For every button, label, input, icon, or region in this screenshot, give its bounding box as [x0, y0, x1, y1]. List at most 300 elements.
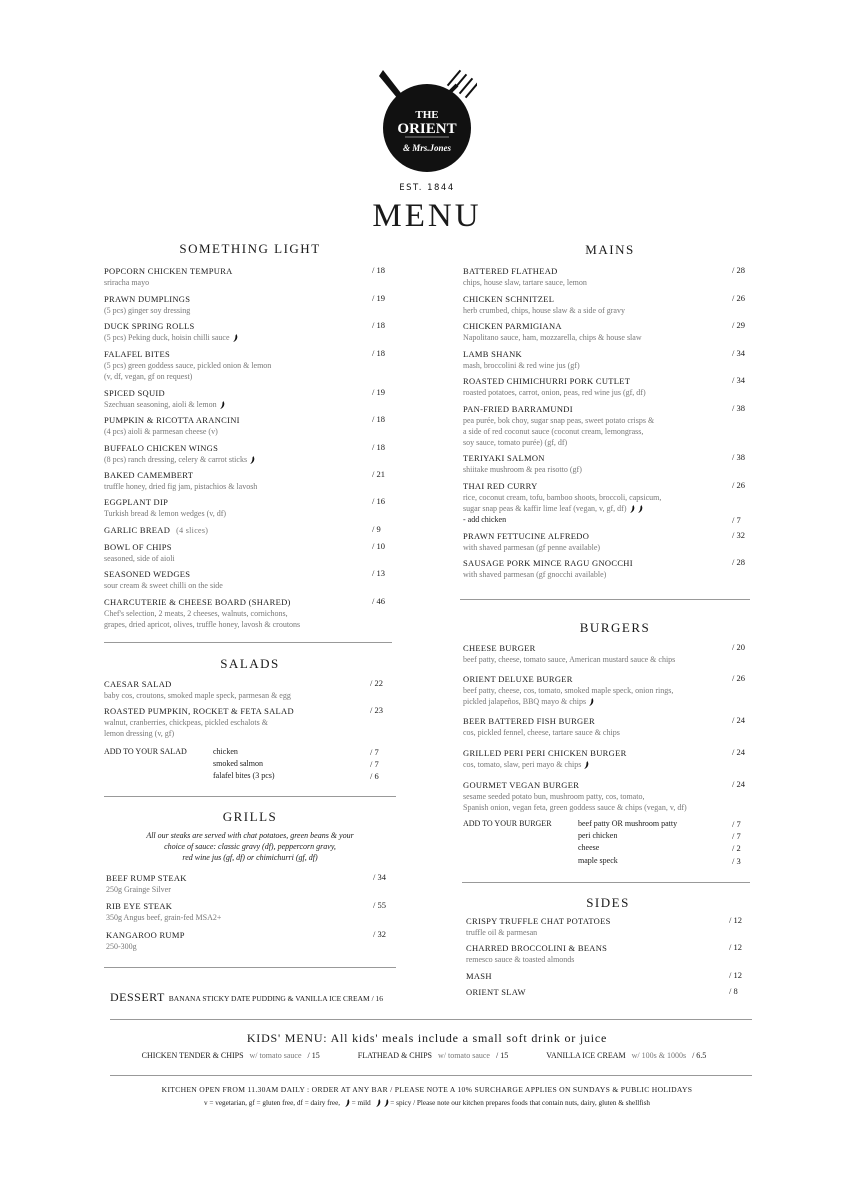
menu-item-description-text: Turkish bread & lemon wedges (v, df)	[104, 509, 227, 518]
legend-spicy: = spicy	[390, 1099, 412, 1107]
menu-item-description	[463, 437, 654, 448]
menu-item-description	[104, 728, 294, 739]
menu-item-description-text: with shaved parmesan (gf gnocchi available)	[463, 570, 607, 579]
menu-item-name	[106, 930, 185, 941]
chili-icon	[373, 1099, 381, 1107]
menu-item-description-text: grapes, dried apricot, olives, truffle honey, lavosh & croutons	[104, 620, 301, 629]
menu-item	[463, 481, 661, 514]
menu-item-description	[104, 717, 294, 728]
menu-item-description	[104, 553, 175, 564]
addon-name: beef patty OR mushroom patty	[578, 819, 678, 828]
dessert-row	[110, 988, 383, 1006]
logo-the: THE	[415, 109, 439, 121]
menu-item-description-text: truffle honey, dried fig jam, pistachios & lavosh	[104, 482, 258, 491]
menu-item-name	[104, 294, 190, 305]
menu-item-description-text: sriracha mayo	[104, 278, 150, 287]
menu-item-price: / 38	[732, 403, 745, 413]
menu-item	[463, 294, 625, 316]
section-title-salads: SALADS	[220, 656, 280, 671]
menu-item-price: / 34	[373, 872, 386, 882]
menu-item-description	[104, 360, 271, 371]
menu-item-description	[463, 387, 646, 398]
menu-item-price: / 23	[370, 705, 383, 715]
menu-item-price: / 12	[729, 915, 742, 925]
menu-item	[463, 748, 627, 770]
menu-item-name	[463, 376, 646, 387]
orient-logo	[377, 66, 477, 196]
kids-item	[142, 1051, 326, 1060]
divider	[110, 1019, 752, 1020]
menu-item-price: / 38	[732, 452, 745, 462]
menu-item-name-text: TERIYAKI SALMON	[463, 453, 545, 463]
menu-item-description	[104, 580, 223, 591]
kids-item-desc: w/ 100s & 1000s	[631, 1051, 687, 1060]
menu-item-description-text: shiitake mushroom & pea risotto (gf)	[463, 465, 582, 474]
divider	[104, 642, 392, 643]
menu-item-description	[463, 277, 587, 288]
menu-item-name	[104, 470, 257, 481]
menu-item	[104, 569, 223, 591]
menu-item-name-text: ORIENT DELUXE BURGER	[463, 674, 573, 684]
menu-item-name	[104, 497, 226, 508]
menu-item	[104, 443, 255, 465]
section-title-sides: SIDES	[586, 895, 630, 910]
kids-item-desc: w/ tomato sauce	[249, 1051, 302, 1060]
menu-item-description-text: Spanish onion, vegan feta, green goddess sauce & chips (vegan, v, df)	[463, 803, 687, 812]
menu-item-price: / 12	[729, 970, 742, 980]
menu-item-description-text: walnut, cranberries, chickpeas, pickled eschalots &	[104, 718, 268, 727]
menu-item-description-text: Chef's selection, 2 meats, 2 cheeses, walnuts, cornichons,	[104, 609, 288, 618]
menu-item-description-text: (5 pcs) green goddess sauce, pickled onion & lemon	[104, 361, 272, 370]
menu-item-name	[463, 716, 620, 727]
menu-item-price: / 18	[372, 320, 385, 330]
menu-item	[106, 930, 185, 952]
chili-icon	[345, 1099, 350, 1107]
menu-item-name-text: SPICED SQUID	[104, 388, 165, 398]
menu-item-price: / 13	[372, 568, 385, 578]
menu-item	[106, 873, 187, 895]
grills-note-line: choice of sauce: classic gravy (df), peppercorn gravy,	[164, 842, 336, 851]
menu-item-description	[104, 608, 300, 619]
menu-item-price: / 19	[372, 293, 385, 303]
menu-item-name-text: CHICKEN PARMIGIANA	[463, 321, 562, 331]
menu-item-name	[106, 873, 187, 884]
menu-item-name	[104, 542, 175, 553]
addon-name: chicken	[213, 747, 238, 756]
menu-item	[463, 674, 673, 707]
menu-item-description-text: remesco sauce & toasted almonds	[466, 955, 575, 964]
menu-item-name-text: PUMPKIN & RICOTTA ARANCINI	[104, 415, 240, 425]
kids-item-name: FLATHEAD & CHIPS	[357, 1051, 432, 1060]
menu-item-name-text: CHEESE BURGER	[463, 643, 536, 653]
menu-item-name	[463, 748, 627, 759]
chili-icon	[630, 505, 635, 513]
menu-item-description-text: (5 pcs) ginger soy dressing	[104, 306, 191, 315]
addon-price: / 3	[732, 856, 741, 866]
menu-item-description-text: seasoned, side of aioli	[104, 554, 175, 563]
menu-item-description-text: chips, house slaw, tartare sauce, lemon	[463, 278, 587, 287]
menu-item-name	[104, 597, 300, 608]
menu-item	[104, 321, 238, 343]
menu-item-price: / 24	[732, 747, 745, 757]
menu-item	[104, 294, 190, 316]
menu-item-name	[104, 679, 291, 690]
menu-item-description	[466, 927, 611, 938]
kids-item	[546, 1051, 712, 1060]
menu-item	[104, 349, 271, 382]
menu-item-price: / 8	[729, 986, 738, 996]
menu-item-description-text: sugar snap peas & kaffir lime leaf (vegan, v, gf, df)	[463, 504, 627, 513]
menu-item-name-text: POPCORN CHICKEN TEMPURA	[104, 266, 233, 276]
menu-item-description-text: sour cream & sweet chilli on the side	[104, 581, 223, 590]
menu-item-name-text: GOURMET VEGAN BURGER	[463, 780, 580, 790]
dessert-text: BANANA STICKY DATE PUDDING & VANILLA ICE CREAM / 16	[168, 994, 384, 1003]
menu-item-description	[104, 305, 190, 316]
menu-item-name	[106, 901, 221, 912]
menu-item-price: / 32	[732, 530, 745, 540]
section-title-something-light: SOMETHING LIGHT	[179, 241, 321, 256]
kids-item-name: VANILLA ICE CREAM	[546, 1051, 626, 1060]
menu-item-name	[463, 643, 675, 654]
addon-name: cheese	[578, 843, 600, 852]
menu-item-name-text: MASH	[466, 971, 492, 981]
menu-item-name	[463, 321, 642, 332]
menu-item-description-text: baby cos, croutons, smoked maple speck, parmesan & egg	[104, 691, 291, 700]
chili-icon	[638, 505, 643, 513]
menu-item-name-text: BOWL OF CHIPS	[104, 542, 172, 552]
addon-name: falafel bites (3 pcs)	[213, 771, 275, 780]
menu-item-description	[463, 464, 582, 475]
chili-icon	[381, 1099, 389, 1107]
menu-item-name	[466, 971, 492, 982]
menu-item-description	[463, 654, 675, 665]
menu-item-name-text: CAESAR SALAD	[104, 679, 172, 689]
menu-item-name-text: SAUSAGE PORK MINCE RAGU GNOCCHI	[463, 558, 633, 568]
dietary-legend	[0, 1099, 854, 1107]
kitchen-hours: KITCHEN OPEN FROM 11.30AM DAILY : ORDER AT ANY BAR / PLEASE NOTE A 10% SURCHARGE APPLIES ON SUNDAYS & PUBLIC HOLIDAYS	[161, 1085, 693, 1094]
menu-item-price: / 29	[732, 320, 745, 330]
menu-item-price: / 18	[372, 265, 385, 275]
chili-icon	[384, 1099, 389, 1107]
menu-item-description-text: a side of red coconut sauce (coconut cream, lemongrass,	[463, 427, 644, 436]
menu-item-description	[463, 332, 642, 343]
menu-item-name-text: GARLIC BREAD	[104, 525, 171, 535]
menu-item-name	[104, 321, 238, 332]
addon-name: peri chicken	[578, 831, 618, 840]
divider	[104, 967, 396, 968]
menu-item-description-text: mash, broccolini & red wine jus (gf)	[463, 361, 580, 370]
menu-item	[104, 597, 300, 630]
menu-item-price: / 55	[373, 900, 386, 910]
menu-item-name	[463, 780, 687, 791]
menu-item-name	[104, 415, 240, 426]
menu-item	[104, 470, 257, 492]
menu-item	[104, 415, 240, 437]
menu-item-name	[463, 294, 625, 305]
chili-icon	[220, 401, 225, 409]
menu-item-price: / 24	[732, 715, 745, 725]
menu-item-description	[463, 685, 673, 696]
menu-item-name	[104, 388, 225, 399]
menu-item-name-text: FALAFEL BITES	[104, 349, 170, 359]
menu-item-description-text: lemon dressing (v, gf)	[104, 729, 175, 738]
menu-item-name-text: SEASONED WEDGES	[104, 569, 191, 579]
menu-item-description	[463, 696, 673, 707]
menu-item-description-text: herb crumbed, chips, house slaw & a side of gravy	[463, 306, 625, 315]
menu-item	[104, 266, 233, 288]
menu-item	[463, 531, 600, 553]
menu-item	[104, 542, 175, 564]
menu-item-name	[466, 916, 611, 927]
menu-item-description	[106, 884, 187, 895]
menu-item-description	[463, 360, 580, 371]
menu-item	[104, 525, 208, 536]
menu-item-name-text: GRILLED PERI PERI CHICKEN BURGER	[463, 748, 627, 758]
menu-item-price: / 9	[372, 524, 381, 534]
menu-item-price: / 26	[732, 480, 745, 490]
menu-item-name-text: CHARCUTERIE & CHEESE BOARD (SHARED)	[104, 597, 291, 607]
menu-item-name-text: DUCK SPRING ROLLS	[104, 321, 195, 331]
menu-item-description-text: beef patty, cheese, tomato sauce, American mustard sauce & chips	[463, 655, 676, 664]
menu-item-name	[104, 525, 208, 536]
menu-item-name-text: ROASTED PUMPKIN, ROCKET & FETA SALAD	[104, 706, 294, 716]
menu-item-description	[104, 399, 225, 410]
menu-item-name-text: BAKED CAMEMBERT	[104, 470, 194, 480]
burger-addon-label: ADD TO YOUR BURGER	[463, 819, 552, 828]
menu-item	[466, 971, 492, 982]
menu-item-description-text: pea purée, bok choy, sugar snap peas, sweet potato crisps &	[463, 416, 655, 425]
menu-item-description	[463, 759, 627, 770]
menu-item-name	[104, 569, 223, 580]
menu-item-description	[463, 542, 600, 553]
menu-item-description	[463, 727, 620, 738]
chili-icon	[250, 456, 255, 464]
addon-price: / 6	[370, 771, 379, 781]
menu-item-name	[463, 674, 673, 685]
section-title-burgers: BURGERS	[579, 620, 651, 635]
menu-item-description-text: Napolitano sauce, ham, mozzarella, chips & house slaw	[463, 333, 642, 342]
add-chicken-label: - add chicken	[463, 515, 507, 524]
menu-item-description	[463, 415, 654, 426]
menu-item-price: / 18	[372, 348, 385, 358]
menu-item-description-text: truffle oil & parmesan	[466, 928, 538, 937]
menu-item-description	[104, 277, 233, 288]
menu-item	[463, 716, 620, 738]
menu-item-description	[463, 791, 687, 802]
menu-item-description-text: soy sauce, tomato purée) (gf, df)	[463, 438, 568, 447]
menu-item-name	[466, 943, 607, 954]
divider	[462, 882, 750, 883]
menu-item-name-text: PAN-FRIED BARRAMUNDI	[463, 404, 573, 414]
menu-item-description	[104, 371, 271, 382]
addon-name: smoked salmon	[213, 759, 263, 768]
menu-item-description-text: beef patty, cheese, cos, tomato, smoked maple speck, onion rings,	[463, 686, 674, 695]
menu-item-description-text: cos, tomato, slaw, peri mayo & chips	[463, 760, 582, 769]
menu-item-price: / 20	[732, 642, 745, 652]
menu-item	[104, 497, 226, 519]
menu-item-name-text: PRAWN FETTUCINE ALFREDO	[463, 531, 590, 541]
menu-item-name-text: CHARRED BROCCOLINI & BEANS	[466, 943, 608, 953]
menu-item-description-text: (8 pcs) ranch dressing, celery & carrot sticks	[104, 455, 248, 464]
addon-price: / 2	[732, 843, 741, 853]
menu-item-description-text: (v, df, vegan, gf on request)	[104, 372, 193, 381]
menu-item-name-text: ORIENT SLAW	[466, 987, 526, 997]
menu-item	[463, 780, 687, 813]
menu-item-name-text: PRAWN DUMPLINGS	[104, 294, 191, 304]
chili-icon	[584, 761, 589, 769]
menu-item-description-text: (5 pcs) Peking duck, hoisin chilli sauce	[104, 333, 230, 342]
logo-orient: ORIENT	[397, 121, 457, 137]
menu-item-description	[104, 332, 238, 343]
menu-item-description-text: Szechuan seasoning, aioli & lemon	[104, 400, 217, 409]
menu-item-description	[466, 954, 607, 965]
menu-item-price: / 28	[732, 265, 745, 275]
menu-item-name-text: ROASTED CHIMICHURRI PORK CUTLET	[463, 376, 631, 386]
kids-item-price: / 6.5	[692, 1051, 707, 1060]
chili-icon	[233, 334, 238, 342]
divider	[110, 1075, 752, 1076]
menu-item-description-text: rice, coconut cream, tofu, bamboo shoots, broccoli, capsicum,	[463, 493, 662, 502]
menu-item	[466, 943, 607, 965]
menu-item-description-text: sesame seeded potato bun, mushroom patty, cos, tomato,	[463, 792, 645, 801]
kids-menu-items	[0, 1051, 854, 1060]
menu-item-name	[463, 404, 654, 415]
menu-item	[104, 706, 294, 739]
menu-item	[463, 404, 654, 448]
menu-item	[463, 266, 587, 288]
section-title-grills: GRILLS	[222, 809, 278, 824]
menu-item-name-text: BATTERED FLATHEAD	[463, 266, 558, 276]
legend-text: v = vegetarian, gf = gluten free, df = dairy free,	[203, 1099, 341, 1107]
menu-item-description	[463, 426, 654, 437]
kids-menu-title: KIDS' MENU: All kids' meals include a small soft drink or juice	[246, 1031, 608, 1045]
kids-item-price: / 15	[495, 1051, 509, 1060]
menu-item-price: / 46	[372, 596, 385, 606]
grills-note-line: All our steaks are served with chat potatoes, green beans & your	[146, 831, 354, 840]
menu-item-description-text: 350g Angus beef, grain-fed MSA2+	[106, 913, 222, 922]
menu-item-suffix: (4 slices)	[176, 526, 209, 535]
legend-allergen: / Please note our kitchen prepares foods that contain nuts, dairy, gluten & shellfish	[413, 1099, 650, 1107]
menu-item-name	[463, 531, 600, 542]
menu-item-description	[463, 802, 687, 813]
menu-item-name	[463, 481, 661, 492]
kids-item-desc: w/ tomato sauce	[437, 1051, 490, 1060]
kids-item	[358, 1051, 514, 1060]
menu-item-price: / 21	[372, 469, 385, 479]
menu-item-description-text: roasted potatoes, carrot, onion, peas, red wine jus (gf, df)	[463, 388, 646, 397]
menu-item-price: / 12	[729, 942, 742, 952]
menu-item	[466, 916, 611, 938]
logo-est: EST. 1844	[399, 183, 455, 193]
logo-mrs-jones: & Mrs.Jones	[402, 143, 452, 153]
salad-addon-label: ADD TO YOUR SALAD	[104, 747, 187, 756]
menu-item-description-text: with shaved parmesan (gf penne available)	[463, 543, 601, 552]
menu-item-price: / 32	[373, 929, 386, 939]
menu-item-price: / 19	[372, 387, 385, 397]
menu-item-description	[106, 912, 221, 923]
menu-item	[463, 321, 642, 343]
menu-item-price: / 28	[732, 557, 745, 567]
menu-item-name-text: THAI RED CURRY	[463, 481, 538, 491]
addon-price: / 7	[370, 747, 379, 757]
addon-price: / 7	[370, 759, 379, 769]
addon-price: / 7	[732, 831, 741, 841]
divider	[460, 599, 750, 600]
grills-note	[100, 830, 400, 863]
menu-item	[463, 376, 646, 398]
menu-item-description	[463, 569, 633, 580]
menu-item-price: / 18	[372, 442, 385, 452]
menu-item-name	[463, 266, 587, 277]
menu-item-description	[463, 305, 625, 316]
menu-item-name	[104, 349, 271, 360]
menu-item-description	[104, 426, 240, 437]
addon-price: / 7	[732, 819, 741, 829]
menu-item-price: / 24	[732, 779, 745, 789]
menu-item-name-text: LAMB SHANK	[463, 349, 522, 359]
menu-item-name	[104, 443, 255, 454]
menu-item-description-text: 250-300g	[106, 942, 137, 951]
menu-item-name-text: KANGAROO RUMP	[106, 930, 185, 940]
menu-item	[106, 901, 221, 923]
chili-icon	[589, 698, 594, 706]
divider	[104, 796, 396, 797]
section-title-mains: MAINS	[585, 242, 635, 257]
menu-item-price: / 34	[732, 375, 745, 385]
menu-item-name	[104, 706, 294, 717]
menu-item-price: / 26	[732, 293, 745, 303]
menu-item-price: / 16	[372, 496, 385, 506]
menu-item-name-text: CRISPY TRUFFLE CHAT POTATOES	[466, 916, 611, 926]
menu-item-price: / 10	[372, 541, 385, 551]
menu-item-name-text: EGGPLANT DIP	[104, 497, 169, 507]
menu-item-name	[466, 987, 526, 998]
menu-item-price: / 26	[732, 673, 745, 683]
menu-item-name	[463, 349, 580, 360]
kids-item-price: / 15	[307, 1051, 320, 1060]
menu-item-name-text: CHICKEN SCHNITZEL	[463, 294, 555, 304]
menu-item-name-text: BUFFALO CHICKEN WINGS	[104, 443, 219, 453]
add-chicken-price: / 7	[732, 515, 741, 525]
menu-item-name	[463, 558, 633, 569]
menu-item	[466, 987, 526, 998]
menu-item-description-text: (4 pcs) aioli & parmesan cheese (v)	[104, 427, 218, 436]
menu-item-name-text: BEEF RUMP STEAK	[106, 873, 187, 883]
menu-item	[463, 453, 582, 475]
menu-item-name-text: BEER BATTERED FISH BURGER	[463, 716, 595, 726]
menu-item-price: / 34	[732, 348, 745, 358]
menu-title: MENU	[372, 198, 482, 234]
dessert-label: DESSERT	[110, 990, 165, 1004]
menu-item-name	[104, 266, 233, 277]
menu-item	[463, 558, 633, 580]
menu-item	[463, 349, 580, 371]
menu-item-description	[104, 454, 255, 465]
menu-item-description-text: cos, pickled fennel, cheese, tartare sauce & chips	[463, 728, 620, 737]
menu-item-price: / 22	[370, 678, 383, 688]
menu-item-description	[104, 619, 300, 630]
addon-name: maple speck	[578, 856, 618, 865]
menu-item-description-text: 250g Grainge Silver	[106, 885, 171, 894]
menu-item-description	[463, 503, 661, 514]
menu-item-description	[104, 690, 291, 701]
menu-item-description	[463, 492, 661, 503]
menu-item-name	[463, 453, 582, 464]
kids-item-name: CHICKEN TENDER & CHIPS	[141, 1051, 244, 1060]
grills-note-line: red wine jus (gf, df) or chimichurri (gf, df)	[182, 853, 318, 862]
chili-icon	[376, 1099, 381, 1107]
menu-item-description-text: pickled jalapeños, BBQ mayo & chips	[463, 697, 587, 706]
